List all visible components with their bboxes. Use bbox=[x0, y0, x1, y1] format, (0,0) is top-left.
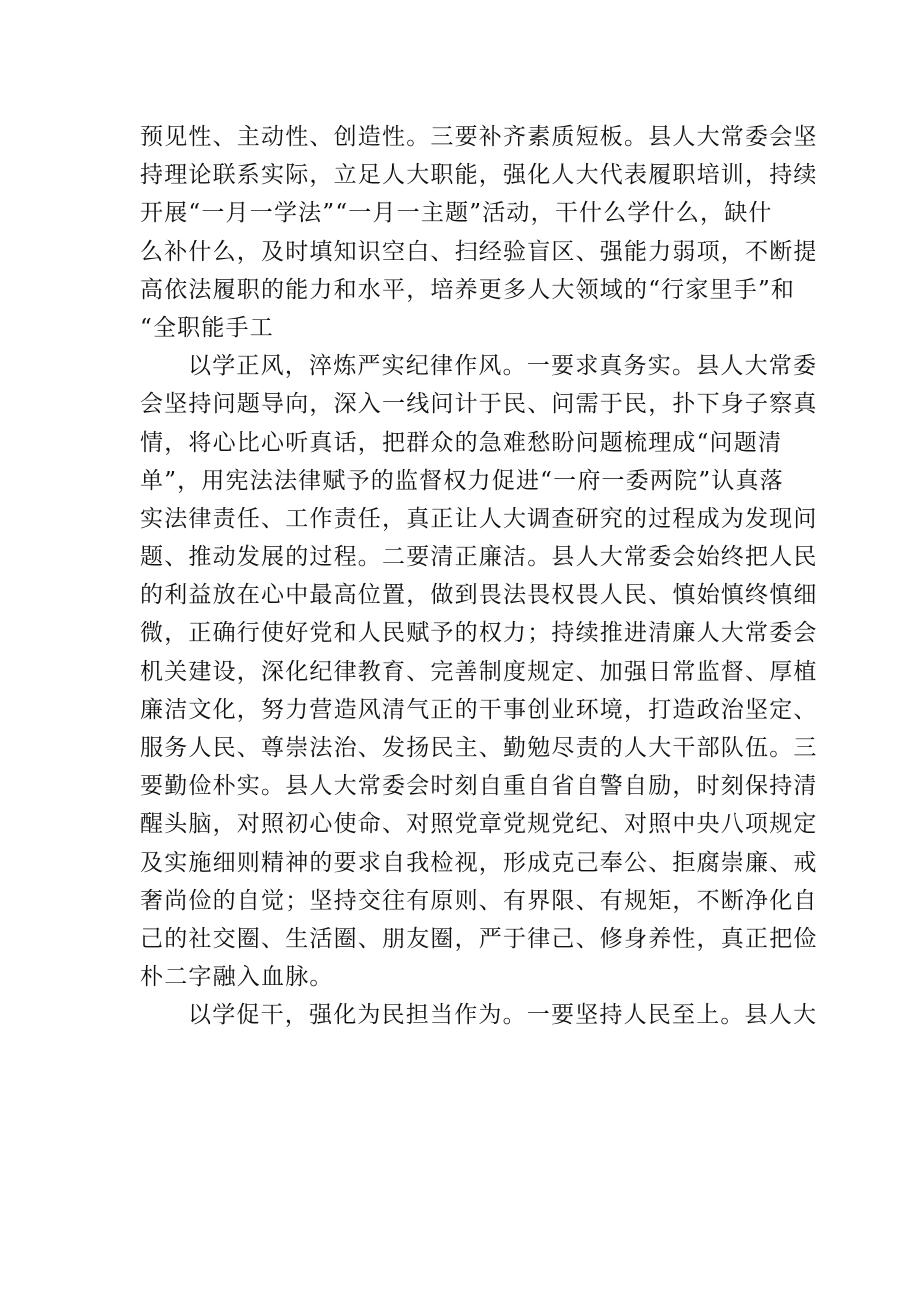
text-line: 机关建设，深化纪律教育、完善制度规定、加强日常监督、厚植 bbox=[140, 658, 818, 685]
text-line: “全职能手工 bbox=[140, 314, 274, 341]
text-line: 预见性、主动性、创造性。三要补齐素质短板。县人大常委会坚 bbox=[140, 124, 818, 150]
text-line: 微，正确行使好党和人民赋予的权力；持续推进清廉人大常委会 bbox=[140, 620, 818, 647]
text-line: 开展“一月一学法”“一月一主题”活动，干什么学什么，缺什 bbox=[140, 200, 773, 227]
text-line: 的利益放在心中最高位置，做到畏法畏权畏人民、慎始慎终慎细 bbox=[140, 582, 818, 609]
paragraph-3 bbox=[140, 996, 818, 1034]
paragraph-1 bbox=[140, 118, 818, 347]
text-line: 服务人民、尊崇法治、发扬民主、勤勉尽责的人大干部队伍。三 bbox=[140, 735, 818, 761]
text-line: 持理论联系实际，立足人大职能，强化人大代表履职培训，持续 bbox=[140, 162, 818, 189]
text-line: 题、推动发展的过程。二要清正廉洁。县人大常委会始终把人民 bbox=[140, 544, 818, 571]
paragraph-2 bbox=[140, 347, 818, 996]
text-line: 己的社交圈、生活圈、朋友圈，严于律己、修身养性，真正把俭 bbox=[140, 925, 818, 952]
text-line: 以学正风，淬炼严实纪律作风。一要求真务实。县人大常委 bbox=[188, 353, 818, 380]
text-line: 及实施细则精神的要求自我检视，形成克己奉公、拒腐崇廉、戒 bbox=[140, 849, 818, 876]
text-line: 高依法履职的能力和水平，培养更多人大领域的“行家里手”和 bbox=[140, 276, 796, 303]
text-line: 会坚持问题导向，深入一线问计于民、问需于民，扑下身子察真 bbox=[140, 391, 818, 418]
document-body bbox=[140, 118, 818, 1035]
text-line: 情，将心比心听真话，把群众的急难愁盼问题梳理成“问题清 bbox=[140, 429, 783, 456]
text-line: 么补什么，及时填知识空白、扫经验盲区、强能力弱项，不断提 bbox=[140, 238, 818, 265]
text-line: 以学促干，强化为民担当作为。一要坚持人民至上。县人大 bbox=[188, 1002, 818, 1029]
text-line: 醒头脑，对照初心使命、对照党章党规党纪、对照中央八项规定 bbox=[140, 811, 818, 838]
text-line: 廉洁文化，努力营造风清气正的干事创业环境，打造政治坚定、 bbox=[140, 696, 818, 723]
text-line: 奢尚俭的自觉；坚持交往有原则、有界限、有规矩，不断净化自 bbox=[140, 887, 818, 914]
text-line: 要勤俭朴实。县人大常委会时刻自重自省自警自励，时刻保持清 bbox=[140, 773, 818, 800]
text-line: 朴二字融入血脉。 bbox=[140, 964, 334, 991]
text-line: 单”，用宪法法律赋予的监督权力促进“一府一委两院”认真落 bbox=[140, 467, 784, 494]
text-line: 实法律责任、工作责任，真正让人大调查研究的过程成为发现问 bbox=[140, 505, 818, 532]
